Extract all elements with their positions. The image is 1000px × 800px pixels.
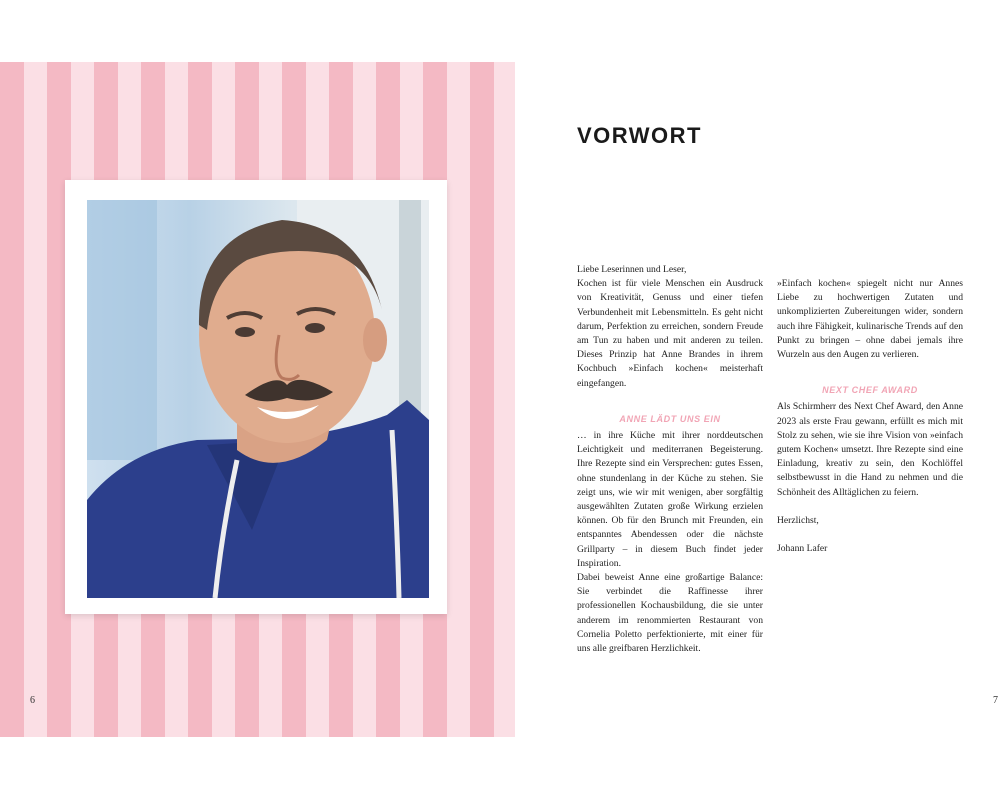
photo-frame [65, 180, 447, 614]
page-number-left: 6 [30, 695, 35, 706]
text-column-left [577, 263, 763, 656]
salutation: Liebe Leserinnen und Leser, [577, 264, 687, 275]
portrait-photo [87, 200, 429, 598]
subheading-anne: ANNE LÄDT UNS EIN [619, 413, 721, 424]
paragraph-intro: Kochen ist für viele Menschen ein Ausdruck von Kreativität, Genuss und einer tiefen Verbundenheit mit Lebensmitteln. Es geht nicht darum, Perfektion zu erreichen, sondern Freude am Tun zu haben und mit anderen zu teilen. Dieses Prinzip hat Anne Brandes in ihrem Kochbuch »Einfach kochen« meisterhaft eingefangen. [577, 278, 763, 389]
subheading-award: NEXT CHEF AWARD [822, 385, 918, 396]
paragraph-award: Als Schirmherr des Next Chef Award, den Anne 2023 als erste Frau gewann, erfüllt es mich mit Stolz zu sehen, wie sie ihre Vision von »einfach gutem Kochen« umsetzt. Ihre Rezepte sind eine Einladung, kreativ zu sein, den Kochlöffel selbstbewusst in die Hand zu nehmen und die Schönheit des Alltäglichen zu feiern. [777, 401, 963, 498]
signature: Johann Lafer [777, 543, 828, 555]
page-number-right: 7 [993, 695, 998, 706]
page-title: VORWORT [577, 123, 702, 148]
closing: Herzlichst, [777, 514, 819, 526]
text-column-right [777, 277, 963, 556]
paragraph-balance: Dabei beweist Anne eine großartige Balance: Sie verbindet die Raffinesse ihrer professionellen Kochausbildung, die sie unter anderem im renommierten Restaurant von Cornelia Poletto perfektionierte, mit einer für uns alle greifbaren Herzlichkeit. [577, 572, 763, 655]
paragraph-kitchen: … in ihre Küche mit ihrer norddeutschen Leichtigkeit und mediterranen Begeisterung. Ihre Rezepte sind ein Versprechen: gutes Essen, ohne stundenlang in der Küche zu stehen. Sie zeigt uns, wie wir mit wenigen, aber sorgfältig ausgewählten Zutaten große Wirkung erzielen können. Ob für den Brunch mit Freunden, ein entspanntes Abendessen oder die nächste Grillparty – in diesem Buch findet jeder Inspiration. [577, 430, 763, 569]
paragraph-einfach-kochen: »Einfach kochen« spiegelt nicht nur Annes Liebe zu hochwertigen Zutaten und unkomplizierten Zubereitungen wider, sondern auch ihre Fähigkeit, kulinarische Trends auf den Punkt zu bringen – ohne dabei jemals ihre Wurzeln aus den Augen zu verlieren. [777, 278, 963, 361]
